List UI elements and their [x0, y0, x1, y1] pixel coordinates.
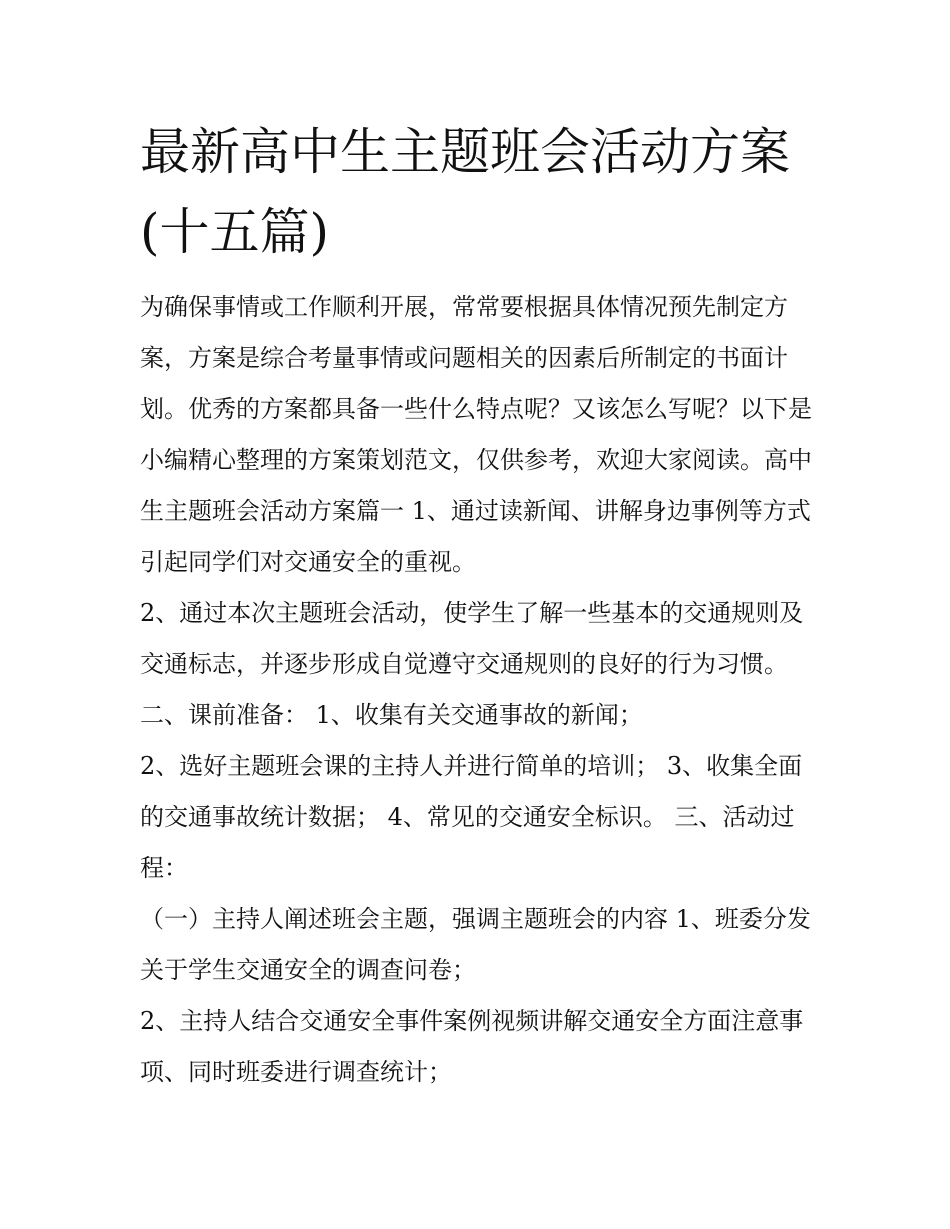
- document-page: [140, 112, 820, 1098]
- paragraph-process-2: 2、主持人结合交通安全事件案例视频讲解交通安全方面注意事项、同时班委进行调查统计；: [140, 1007, 804, 1086]
- paragraph-process-1: （一）主持人阐述班会主题，强调主题班会的内容 1、班委分发关于学生交通安全的调查问卷；: [140, 905, 811, 984]
- paragraph-prep-2: 2、选好主题班会课的主持人并进行简单的培训； 3、收集全面的交通事故统计数据； 4、常见的交通安全标识。 三、活动过程：: [140, 752, 803, 882]
- document-title: 最新高中生主题班会活动方案(十五篇): [140, 123, 790, 261]
- paragraph-intro: 为确保事情或工作顺利开展，常常要根据具体情况预先制定方案，方案是综合考量事情或问题相关的因素后所制定的书面计划。优秀的方案都具备一些什么特点呢？又该怎么写呢？以下是小编精心整理的方案策划范文，仅供参考，欢迎大家阅读。高中生主题班会活动方案篇一 1、通过读新闻、讲解身边事例等方式引起同学们对交通安全的重视。: [140, 293, 812, 576]
- paragraph-goal-2: 2、通过本次主题班会活动，使学生了解一些基本的交通规则及交通标志，并逐步形成自觉遵守交通规则的良好的行为习惯。 二、课前准备： 1、收集有关交通事故的新闻；: [140, 599, 804, 729]
